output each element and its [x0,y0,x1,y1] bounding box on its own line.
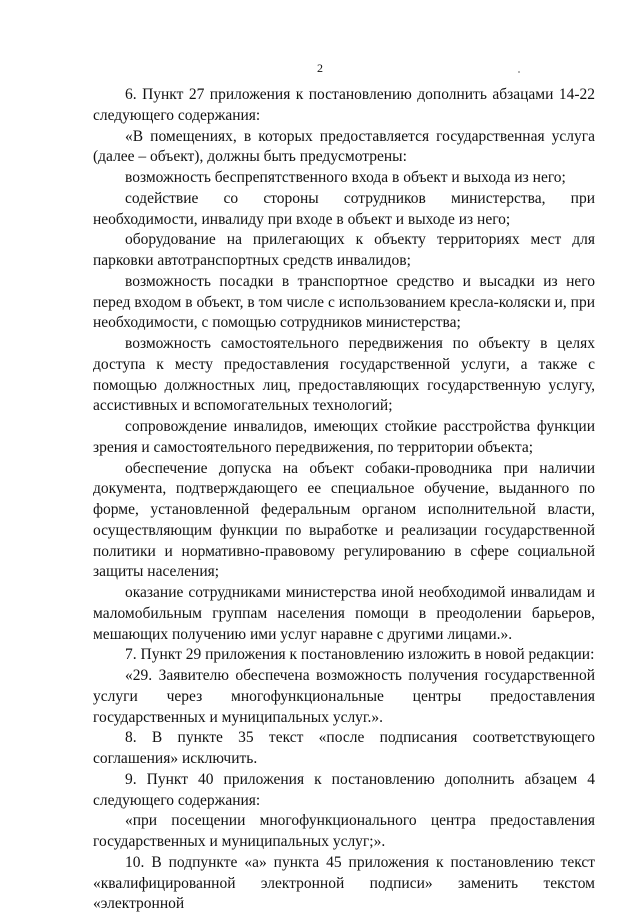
paragraph: 6. Пункт 27 приложения к постановлению дополнить абзацами 14-22 следующего содержания: [93,86,595,124]
paragraph: сопровождение инвалидов, имеющих стойкие расстройства функции зрения и самостоятельного передвижения, по территории объекта; [93,418,595,456]
paragraph: «29. Заявителю обеспечена возможность получения государственной услуги через многофункциональные центры предоставления государственных и муниципальных услуг.». [93,667,595,726]
paragraph: возможность беспрепятственного входа в объект и выхода из него; [125,169,566,186]
paragraph: содействие со стороны сотрудников министерства, при необходимости, инвалиду при входе в объект и выходе из него; [93,189,595,228]
paragraph: 10. В подпункте «а» пункта 45 приложения к постановлению текст «квалифицированной электронной подписи» заменить текстом «электронной [93,853,595,913]
paragraph: 7. Пункт 29 приложения к постановлению изложить в новой редакции: [125,646,595,664]
paragraph: 9. Пункт 40 приложения к постановлению дополнить абзацем 4 следующего содержания: [93,770,595,809]
page-number: 2 [317,61,323,75]
paragraph: «В помещениях, в которых предоставляется государственная услуга (далее – объект), должны быть предусмотрены: [93,127,595,166]
paragraph: 8. В пункте 35 текст «после подписания соответствующего соглашения» исключить. [93,729,595,767]
paragraph: оборудование на прилегающих к объекту территориях мест для парковки автотранспортных средств инвалидов; [93,231,595,269]
document-body [93,85,595,915]
paragraph: возможность самостоятельного передвижения по объекту в целях доступа к месту предоставления государственной услуги, а также с помощью должностных лиц, предоставляющих государственную услугу, ассистивных и вспомогательных технологий; [93,335,595,415]
paragraph: обеспечение допуска на объект собаки-проводника при наличии документа, подтверждающего ее специальное обучение, выданного по форме, установленной федеральным органом исполнительной власти, осуществляющим функции по выработке и реализации государственной политики и нормативно-правовому регулированию в сфере социальной защиты населения; [93,459,595,581]
paragraph: оказание сотрудниками министерства иной необходимой инвалидам и маломобильным группам населения помощи в преодолении барьеров, мешающих получению ими услуг наравне с другими лицами.». [93,584,595,643]
paragraph: возможность посадки в транспортное средство и высадки из него перед входом в объект, в том числе с использованием кресла-коляски и, при необходимости, с помощью сотрудников министерства; [93,272,595,332]
paragraph: «при посещении многофункционального центра предоставления государственных и муниципальных услуг;». [93,812,595,850]
scan-speck [518,71,520,73]
